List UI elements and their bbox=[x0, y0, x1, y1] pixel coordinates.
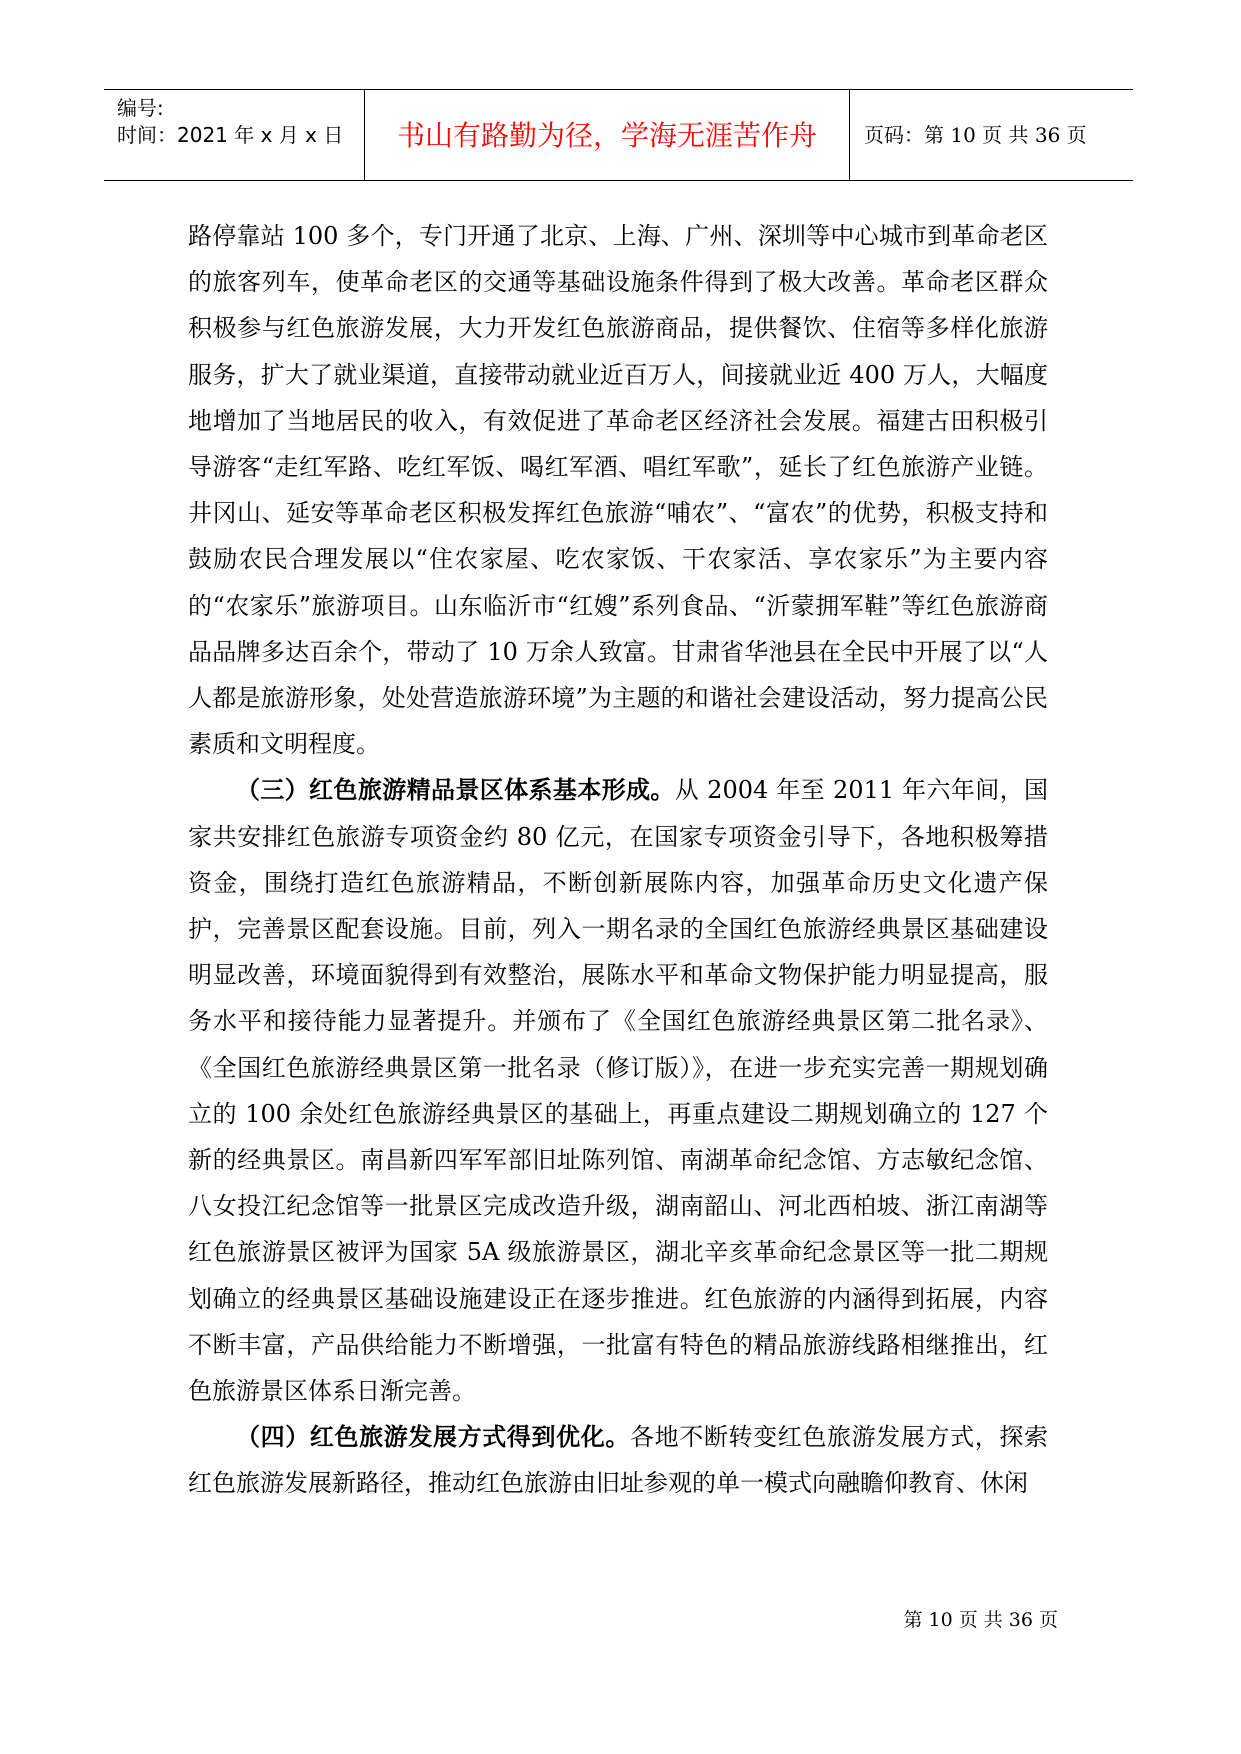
header-motto: 书山有路勤为径，学海无涯苦作舟 bbox=[396, 119, 817, 152]
paragraph-section-three bbox=[188, 767, 1048, 1414]
date-label: 时间：2021 年 x 月 x 日 bbox=[117, 123, 344, 147]
header-motto-cell bbox=[365, 90, 850, 180]
header-page-cell bbox=[850, 90, 1133, 180]
serial-number-label: 编号: bbox=[117, 96, 164, 120]
paragraph-text: 从 2004 年至 2011 年六年间，国家共安排红色旅游专项资金约 80 亿元，在国家专项资金引导下，各地积极筹措资金，围绕打造红色旅游精品，不断创新展陈内容，加强革命历史文化遗产保护，完善景区配套设施。目前，列入一期名录的全国红色旅游经典景区基础建设明显改善，环境面貌得到有效整治，展陈水平和革命文物保护能力明显提高，服务水平和接待能力显著提升。并颁布了《全国红色旅游经典景区第二批名录》、《全国红色旅游经典景区第一批名录（修订版）》，在进一步充实完善一期规划确立的 100 余处红色旅游经典景区的基础上，再重点建设二期规划确立的 127 个新的经典景区。南昌新四军军部旧址陈列馆、南湖革命纪念馆、方志敏纪念馆、八女投江纪念馆等一批景区完成改造升级，湖南韶山、河北西柏坡、浙江南湖等红色旅游景区被评为国家 5A 级旅游景区，湖北辛亥革命纪念景区等一批二期规划确立的经典景区基础设施建设正在逐步推进。红色旅游的内涵得到拓展，内容不断丰富，产品供给能力不断增强，一批富有特色的精品旅游线路相继推出，红色旅游景区体系日渐完善。 bbox=[188, 776, 1048, 1406]
paragraph-text: 路停靠站 100 多个，专门开通了北京、上海、广州、深圳等中心城市到革命老区的旅客列车，使革命老区的交通等基础设施条件得到了极大改善。革命老区群众积极参与红色旅游发展，大力开发红色旅游商品，提供餐饮、住宿等多样化旅游服务，扩大了就业渠道，直接带动就业近百万人，间接就业近 400 万人，大幅度地增加了当地居民的收入，有效促进了革命老区经济社会发展。福建古田积极引导游客“走红军路、吃红军饭、喝红军酒、唱红军歌”，延长了红色旅游产业链。井冈山、延安等革命老区积极发挥红色旅游“哺农”、“富农”的优势，积极支持和鼓励农民合理发展以“住农家屋、吃农家饭、干农家活、享农家乐”为主要内容的“农家乐”旅游项目。山东临沂市“红嫂”系列食品、“沂蒙拥军鞋”等红色旅游商品品牌多达百余个，带动了 10 万余人致富。甘肃省华池县在全民中开展了以“人人都是旅游形象，处处营造旅游环境”为主题的和谐社会建设活动，努力提高公民素质和文明程度。 bbox=[188, 222, 1048, 759]
header-meta-cell bbox=[104, 90, 365, 180]
section-heading: （四）红色旅游发展方式得到优化。 bbox=[236, 1422, 630, 1452]
paragraph-continuation bbox=[188, 213, 1048, 767]
document-body bbox=[188, 213, 1048, 1507]
header-page-info: 页码：第 10 页 共 36 页 bbox=[864, 123, 1087, 147]
paragraph-text: 各地不断转变红色旅游发展方式，探索红色旅游发展新路径，推动红色旅游由旧址参观的单一模式向融瞻仰教育、休闲 bbox=[188, 1423, 1048, 1498]
paragraph-section-four bbox=[188, 1414, 1048, 1506]
document-header bbox=[104, 89, 1133, 181]
page-footer: 第 10 页 共 36 页 bbox=[903, 1609, 1058, 1631]
section-heading: （三）红色旅游精品景区体系基本形成。 bbox=[236, 775, 675, 805]
